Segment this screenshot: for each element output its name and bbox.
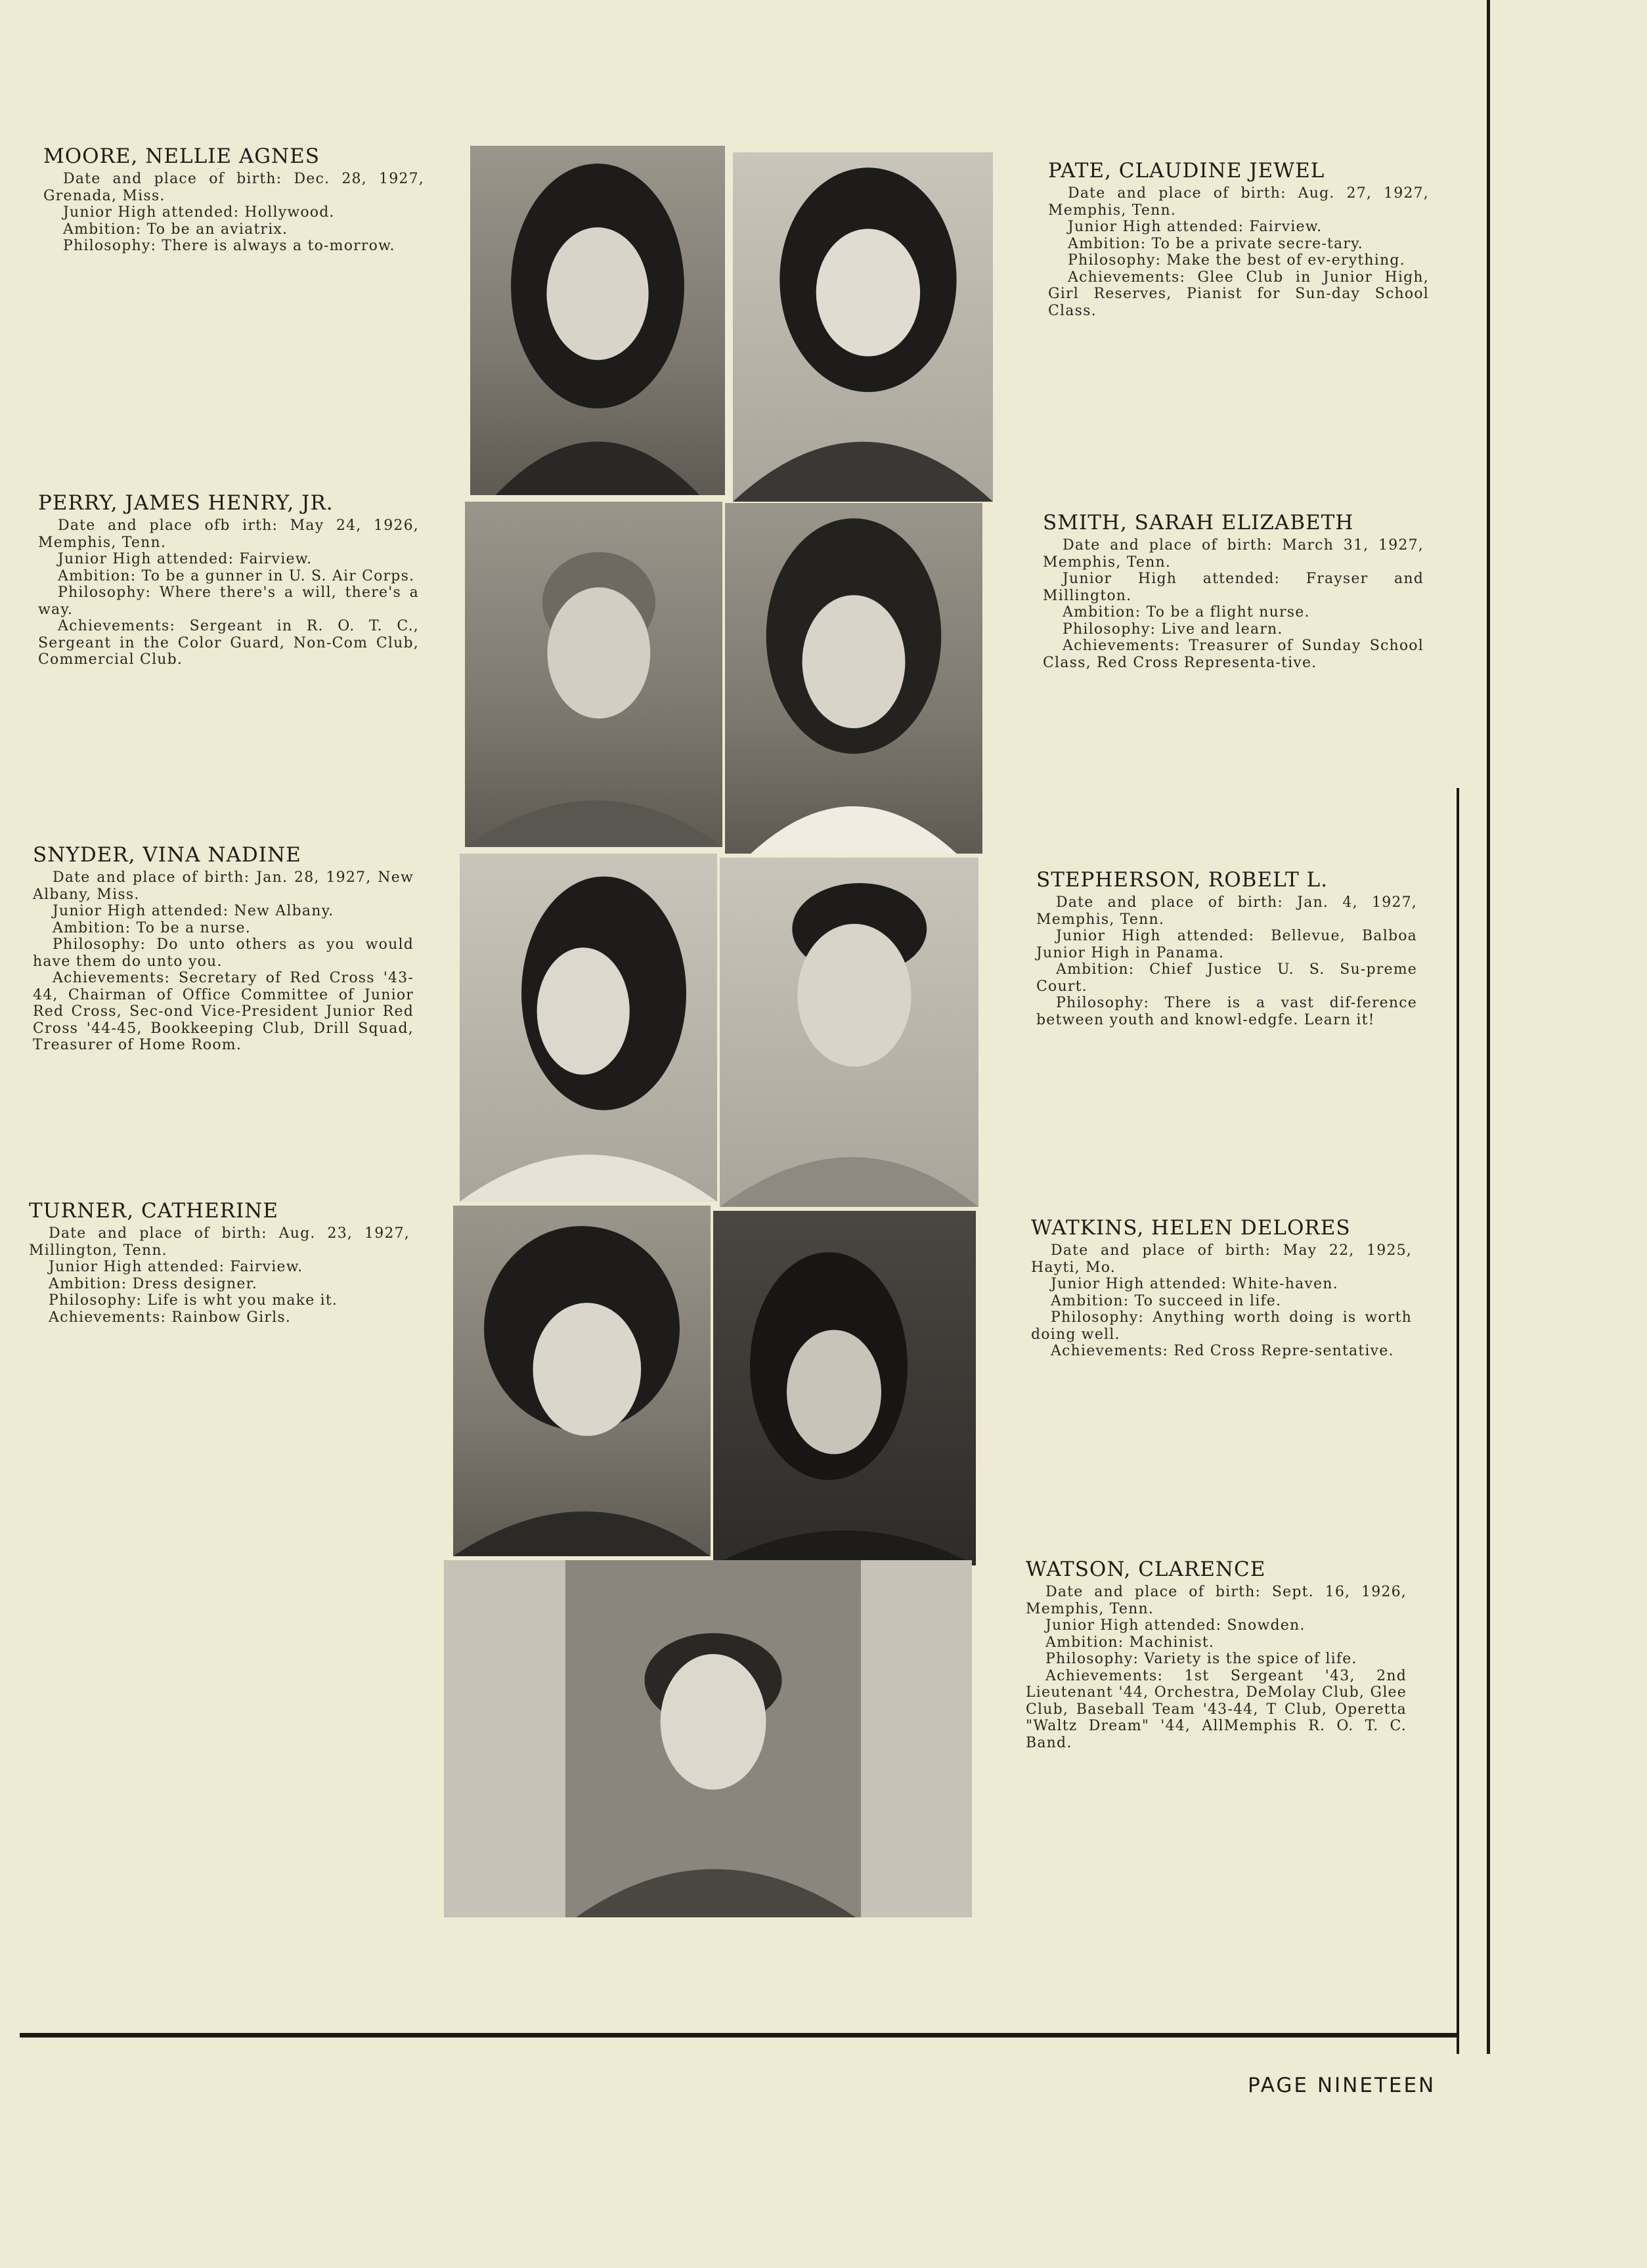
student-entry-perry <box>38 491 419 668</box>
achievements-line: Achievements: 1st Sergeant '43, 2nd Lieutenant '44, Orchestra, DeMolay Club, Glee Club, Baseball Team '43-44, T Club, Operetta "Waltz Dream" '44, AllMemphis R. O. T. C. Band. <box>1026 1667 1407 1751</box>
birth-line: Date and place of birth: Jan. 4, 1927, Memphis, Tenn. <box>1036 894 1417 928</box>
portrait-photo-stepherson <box>720 858 978 1207</box>
ambition-line: Ambition: Dress designer. <box>49 1275 258 1292</box>
student-details <box>1031 1242 1412 1360</box>
student-name: WATKINS, HELEN DELORES <box>1031 1216 1351 1240</box>
junior-high-line: Junior High attended: White-haven. <box>1051 1276 1338 1292</box>
student-details <box>43 171 424 255</box>
ambition-line: Ambition: To be a private secre-tary. <box>1068 235 1363 252</box>
student-name: MOORE, NELLIE AGNES <box>43 144 320 168</box>
student-details <box>1036 894 1417 1028</box>
achievements-line: Achievements: Red Cross Repre-sentative. <box>1051 1343 1394 1359</box>
birth-line: Date and place of birth: May 22, 1925, Hayti, Mo. <box>1031 1242 1412 1276</box>
student-name: WATSON, CLARENCE <box>1026 1558 1266 1581</box>
ambition-line: Ambition: To be a nurse. <box>53 919 251 936</box>
portrait-photo-turner <box>453 1206 711 1556</box>
junior-high-line: Junior High attended: Hollywood. <box>63 204 335 221</box>
achievements-line: Achievements: Sergeant in R. O. T. C., Sergeant in the Color Guard, Non-Com Club, Commercial Club. <box>38 618 419 668</box>
philosophy-line: Philosophy: Live and learn. <box>1063 621 1283 638</box>
birth-line: Date and place of birth: Aug. 27, 1927, Memphis, Tenn. <box>1048 185 1429 219</box>
achievements-line: Achievements: Rainbow Girls. <box>49 1309 292 1326</box>
philosophy-line: Philosophy: Life is wht you make it. <box>49 1292 338 1309</box>
philosophy-line: Philosophy: Variety is the spice of life. <box>1045 1651 1357 1667</box>
student-details <box>1048 185 1429 319</box>
birth-line: Date and place of birth: Jan. 28, 1927, New Albany, Miss. <box>33 869 414 903</box>
ambition-line: Ambition: To be a gunner in U. S. Air Corps. <box>58 567 415 584</box>
student-name: SMITH, SARAH ELIZABETH <box>1043 511 1354 534</box>
philosophy-line: Philosophy: Where there's a will, there's a way. <box>38 584 419 618</box>
portrait-photo-moore <box>470 146 725 495</box>
achievements-line: Achievements: Secretary of Red Cross '43-44, Chairman of Office Committee of Junior Red Cross, Sec-ond Vice-President Junior Red Cross '44-45, Bookkeeping Club, Drill Squad, Treasurer of Home Room. <box>33 970 414 1053</box>
philosophy-line: Philosophy: Make the best of ev-erything. <box>1068 252 1405 269</box>
student-details <box>33 869 414 1054</box>
ambition-line: Ambition: To be an aviatrix. <box>63 221 288 238</box>
junior-high-line: Junior High attended: Fairview. <box>49 1259 303 1275</box>
junior-high-line: Junior High attended: Snowden. <box>1045 1617 1306 1634</box>
student-entry-watkins <box>1031 1216 1412 1360</box>
ambition-line: Ambition: Machinist. <box>1045 1634 1215 1651</box>
birth-line: Date and place of birth: March 31, 1927, Memphis, Tenn. <box>1043 537 1424 571</box>
student-name: TURNER, CATHERINE <box>29 1199 279 1223</box>
philosophy-line: Philosophy: There is a vast dif-ference between youth and knowl-edgfe. Learn it! <box>1036 995 1417 1028</box>
column-border-right <box>1457 788 1459 2054</box>
birth-line: Date and place of birth: Dec. 28, 1927, Grenada, Miss. <box>43 171 424 204</box>
birth-line: Date and place of birth: Aug. 23, 1927, Millington, Tenn. <box>29 1225 410 1259</box>
ambition-line: Ambition: To succeed in life. <box>1051 1292 1282 1309</box>
philosophy-line: Philosophy: Anything worth doing is worth doing well. <box>1031 1309 1412 1343</box>
portrait-photo-watkins <box>713 1211 976 1565</box>
student-details <box>1043 537 1424 671</box>
junior-high-line: Junior High attended: Bellevue, Balboa Junior High in Panama. <box>1036 928 1417 961</box>
student-name: PATE, CLAUDINE JEWEL <box>1048 159 1325 183</box>
portrait-photo-perry <box>465 502 722 847</box>
student-entry-stepherson <box>1036 868 1417 1028</box>
page-border-right <box>1487 0 1490 2054</box>
junior-high-line: Junior High attended: New Albany. <box>53 903 334 919</box>
achievements-line: Achievements: Treasurer of Sunday School Class, Red Cross Representa-tive. <box>1043 638 1424 671</box>
student-entry-turner <box>29 1199 410 1326</box>
philosophy-line: Philosophy: Do unto others as you would have them do unto you. <box>33 936 414 970</box>
student-entry-smith <box>1043 511 1424 671</box>
portrait-photo-watson <box>444 1560 972 1917</box>
page-border-bottom <box>20 2033 1459 2038</box>
student-entry-moore <box>43 144 424 255</box>
portrait-photo-snyder <box>460 854 717 1202</box>
student-details <box>38 517 419 668</box>
junior-high-line: Junior High attended: Fairview. <box>58 551 313 567</box>
junior-high-line: Junior High attended: Frayser and Millington. <box>1043 571 1424 604</box>
student-details <box>1026 1584 1407 1751</box>
student-name: STEPHERSON, ROBELT L. <box>1036 868 1329 892</box>
student-details <box>29 1225 410 1326</box>
ambition-line: Ambition: To be a flight nurse. <box>1063 604 1310 621</box>
philosophy-line: Philosophy: There is always a to-morrow. <box>63 238 395 254</box>
page-number: PAGE NINETEEN <box>1248 2074 1436 2097</box>
portrait-photo-smith <box>725 503 982 854</box>
birth-line: Date and place of birth: Sept. 16, 1926, Memphis, Tenn. <box>1026 1584 1407 1617</box>
birth-line: Date and place ofb irth: May 24, 1926, Memphis, Tenn. <box>38 517 419 551</box>
student-entry-watson <box>1026 1558 1407 1751</box>
student-name: SNYDER, VINA NADINE <box>33 843 301 867</box>
ambition-line: Ambition: Chief Justice U. S. Su-preme Court. <box>1036 961 1417 995</box>
student-name: PERRY, JAMES HENRY, JR. <box>38 491 334 515</box>
student-entry-snyder <box>33 843 414 1054</box>
achievements-line: Achievements: Glee Club in Junior High, Girl Reserves, Pianist for Sun-day School Class. <box>1048 269 1429 319</box>
portrait-photo-pate <box>733 152 993 502</box>
student-entry-pate <box>1048 159 1429 319</box>
junior-high-line: Junior High attended: Fairview. <box>1068 219 1323 235</box>
